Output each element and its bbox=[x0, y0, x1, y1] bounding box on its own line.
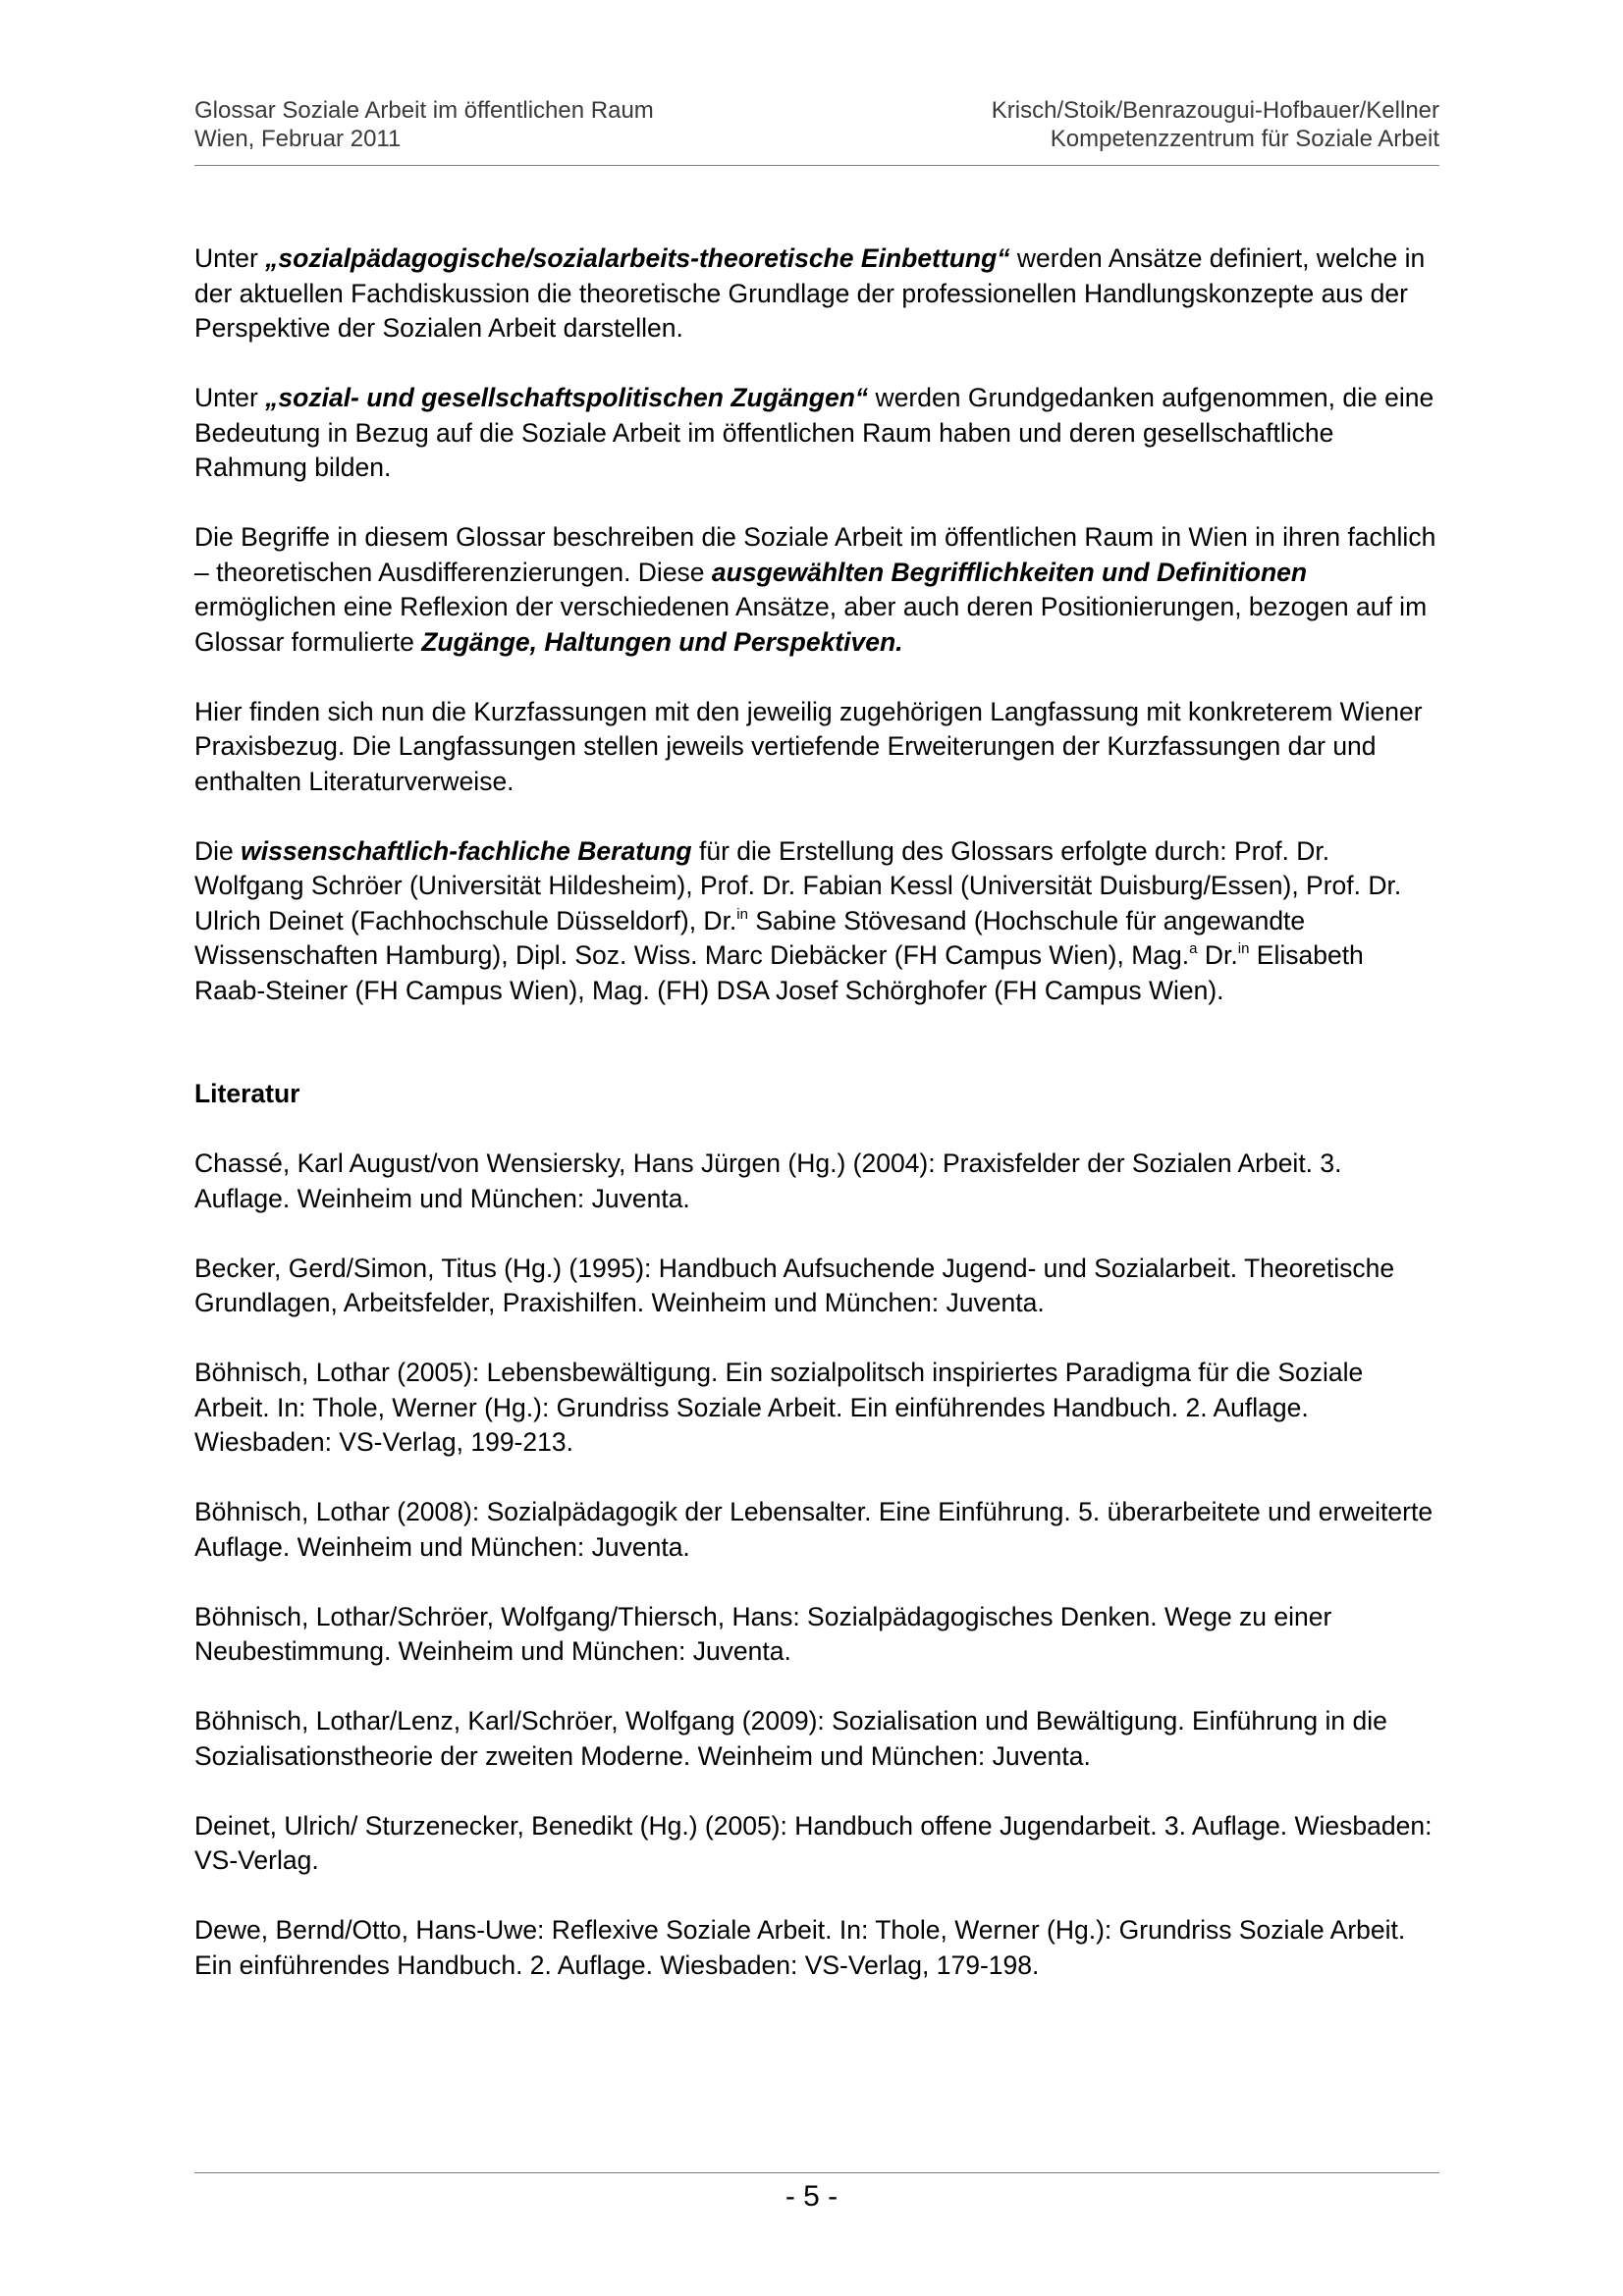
literature-entry: Böhnisch, Lothar (2005): Lebensbewältigung. Ein sozialpolitsch inspiriertes Paradigma für die Soziale Arbeit. In: Thole, Werner (Hg.): Grundriss Soziale Arbeit. Ein einführendes Handbuch. 2. Auflage. Wiesbaden: VS-Verlag, 199-213. bbox=[194, 1358, 1364, 1457]
document-title: Glossar Soziale Arbeit im öffentlichen Raum bbox=[194, 97, 654, 124]
header-left bbox=[194, 96, 654, 153]
paragraph-begriffe bbox=[194, 520, 1441, 660]
term-beratung: wissenschaftlich-fachliche Beratung bbox=[241, 835, 692, 866]
text-run: Unter bbox=[194, 383, 266, 412]
text-run: Die Begriffe in diesem Glossar beschreiben die Soziale Arbeit im öffentlichen Raum in Wien in ihren fachlich – theoretischen Ausdifferenzierungen. Diese bbox=[194, 522, 1436, 587]
text-run: Dr. bbox=[1197, 940, 1238, 970]
paragraph-einbettung bbox=[194, 241, 1441, 347]
text-run: werden Ansätze definiert, welche in der aktuellen Fachdiskussion die theoretische Grundlage der professionellen Handlungskonzepte aus der Perspektive der Sozialen Arbeit darstellen. bbox=[194, 243, 1426, 343]
text-run: Sabine Stövesand (Hochschule für angewandte Wissenschaften Hamburg), Dipl. Soz. Wiss. Marc Diebäcker (FH Campus Wien), Mag. bbox=[194, 905, 1306, 970]
literature-entry: Böhnisch, Lothar/Lenz, Karl/Schröer, Wolfgang (2009): Sozialisation und Bewältigung. Einführung in die Sozialisationstheorie der zweiten Moderne. Weinheim und München: Juventa. bbox=[194, 1706, 1387, 1771]
paragraph-zugaenge bbox=[194, 381, 1441, 486]
text-run: Unter bbox=[194, 243, 266, 273]
term-zugaenge: „sozial- und gesellschaftspolitischen Zugängen“ bbox=[265, 383, 869, 412]
term-begrifflichkeiten: ausgewählten Begrifflichkeiten und Definitionen bbox=[711, 557, 1308, 587]
page-header bbox=[194, 96, 1439, 166]
document-organization: Kompetenzzentrum für Soziale Arbeit bbox=[1050, 126, 1439, 152]
literature-entry: Böhnisch, Lothar/Schröer, Wolfgang/Thiersch, Hans: Sozialpädagogisches Denken. Wege zu einer Neubestimmung. Weinheim und München: Juventa. bbox=[194, 1601, 1332, 1666]
literature-entry: Chassé, Karl August/von Wensiersky, Hans Jürgen (Hg.) (2004): Praxisfelder der Sozialen Arbeit. 3. Auflage. Weinheim und München: Juventa. bbox=[194, 1148, 1342, 1213]
header-right bbox=[992, 96, 1439, 153]
superscript: in bbox=[736, 905, 748, 923]
text-run: Die bbox=[194, 835, 242, 866]
text-run: Elisabeth Raab-Steiner (FH Campus Wien), Mag. (FH) DSA Josef Schörghofer (FH Campus Wien). bbox=[194, 940, 1364, 1005]
paragraph-beratung bbox=[194, 834, 1441, 1009]
superscript: in bbox=[1237, 940, 1250, 957]
literature-entry: Becker, Gerd/Simon, Titus (Hg.) (1995): Handbuch Aufsuchende Jugend- und Sozialarbeit. Theoretische Grundlagen, Arbeitsfelder, Praxishilfen. Weinheim und München: Juventa. bbox=[194, 1253, 1395, 1317]
text-run: werden Grundgedanken aufgenommen, die eine Bedeutung in Bezug auf die Soziale Arbeit im öffentlichen Raum haben und deren gesellschaftliche Rahmung bilden. bbox=[194, 383, 1434, 482]
literature-entry: Böhnisch, Lothar (2008): Sozialpädagogik der Lebensalter. Eine Einführung. 5. überarbeitete und erweiterte Auflage. Weinheim und München: Juventa. bbox=[194, 1497, 1434, 1562]
page-body bbox=[194, 241, 1441, 2018]
page-number: - 5 - bbox=[784, 2180, 839, 2213]
literature-entry: Dewe, Bernd/Otto, Hans-Uwe: Reflexive Soziale Arbeit. In: Thole, Werner (Hg.): Grundriss Soziale Arbeit. Ein einführendes Handbuch. 2. Auflage. Wiesbaden: VS-Verlag, 179-198. bbox=[194, 1915, 1406, 1980]
paragraph-kurzfassungen: Hier finden sich nun die Kurzfassungen mit den jeweilig zugehörigen Langfassung mit konkreterem Wiener Praxisbezug. Die Langfassungen stellen jeweils vertiefende Erweiterungen der Kurzfassungen dar und enthalten Literaturverweise. bbox=[194, 696, 1423, 796]
document-authors: Krisch/Stoik/Benrazougui-Hofbauer/Kellner bbox=[991, 97, 1439, 124]
term-einbettung: „sozialpädagogische/sozialarbeits-theoretische Einbettung“ bbox=[265, 243, 1010, 273]
text-run: ermöglichen eine Reflexion der verschiedenen Ansätze, aber auch deren Positionierungen, bezogen auf im Glossar formulierte bbox=[194, 592, 1428, 657]
term-perspektiven: Zugänge, Haltungen und Perspektiven. bbox=[421, 626, 903, 657]
document-date: Wien, Februar 2011 bbox=[194, 126, 402, 152]
text-run: für die Erstellung des Glossars erfolgte durch: Prof. Dr. Wolfgang Schröer (Universität Hildesheim), Prof. Dr. Fabian Kessl (Universität Duisburg/Essen), Prof. Dr. Ulrich Deinet (Fachhochschule Düsseldorf), Dr. bbox=[194, 835, 1402, 935]
footer-divider bbox=[194, 2172, 1439, 2173]
literature-heading: Literatur bbox=[194, 1079, 300, 1108]
literature-entry: Deinet, Ulrich/ Sturzenecker, Benedikt (Hg.) (2005): Handbuch offene Jugendarbeit. 3. Auflage. Wiesbaden: VS-Verlag. bbox=[194, 1810, 1433, 1875]
superscript: a bbox=[1189, 940, 1198, 957]
